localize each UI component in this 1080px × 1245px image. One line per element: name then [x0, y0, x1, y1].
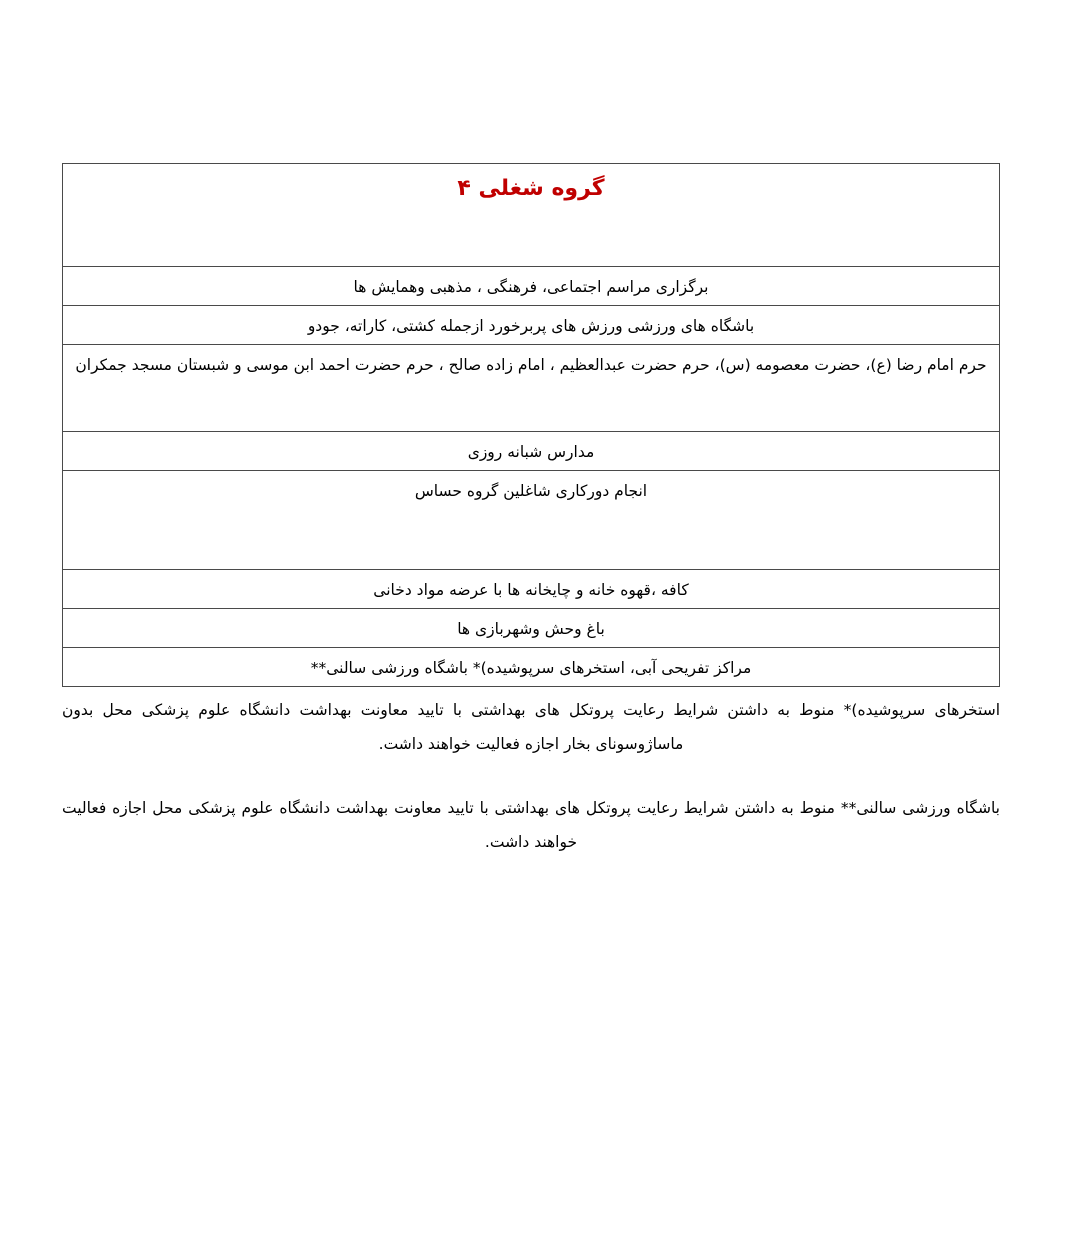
job-group-table — [62, 163, 1000, 687]
table-cell-activity-4 — [63, 432, 1000, 471]
table-row — [63, 570, 1000, 609]
table-cell-activity-2 — [63, 306, 1000, 345]
table-row — [63, 345, 1000, 432]
table-row — [63, 306, 1000, 345]
table-cell-activity-5 — [63, 471, 1000, 570]
table-cell-activity-7 — [63, 609, 1000, 648]
activity-text: برگزاری مراسم اجتماعی، فرهنگی ، مذهبی وهمایش ها — [353, 278, 709, 296]
document-body — [62, 163, 1000, 859]
activity-text: مدارس شبانه روزی — [467, 443, 595, 461]
table-cell-title — [63, 164, 1000, 267]
table-row — [63, 471, 1000, 570]
table-cell-activity-6 — [63, 570, 1000, 609]
activity-text: حرم امام رضا (ع)، حضرت معصومه (س)، حرم حضرت عبدالعظیم ، امام زاده صالح ، حرم حضرت احمد ابن موسی و شبستان مسجد جمکران — [75, 356, 987, 374]
activity-text: باغ وحش وشهربازی ها — [457, 620, 605, 638]
table-row — [63, 648, 1000, 687]
table-row — [63, 432, 1000, 471]
table-row-title — [63, 164, 1000, 267]
footnotes — [62, 693, 1000, 859]
footnote-indoor-pools: استخرهای سرپوشیده)* منوط به داشتن شرایط رعایت پروتکل های بهداشتی با تایید معاونت بهداشت دانشگاه علوم پزشکی محل بدون ماساژوسونای بخار اجازه فعالیت خواهند داشت. — [62, 701, 1000, 754]
table-cell-activity-8 — [63, 648, 1000, 687]
table-cell-activity-3 — [63, 345, 1000, 432]
activity-text: باشگاه های ورزشی ورزش های پربرخورد ازجمله کشتی، کاراته، جودو — [307, 317, 755, 335]
footnote-indoor-gym: باشگاه ورزشی سالنی** منوط به داشتن شرایط رعایت پروتکل های بهداشتی با تایید معاونت بهداشت دانشگاه علوم پزشکی محل اجازه فعالیت خواهند داشت. — [62, 799, 1000, 852]
table-cell-activity-1 — [63, 267, 1000, 306]
table-row — [63, 609, 1000, 648]
page-title: گروه شغلی ۴ — [457, 176, 605, 201]
activity-text: کافه ،قهوه خانه و چایخانه ها با عرضه مواد دخانی — [373, 581, 689, 599]
activity-text: انجام دورکاری شاغلین گروه حساس — [414, 482, 648, 500]
table-row — [63, 267, 1000, 306]
activity-text: مراکز تفریحی آبی، استخرهای سرپوشیده)* باشگاه ورزشی سالنی** — [310, 659, 752, 677]
